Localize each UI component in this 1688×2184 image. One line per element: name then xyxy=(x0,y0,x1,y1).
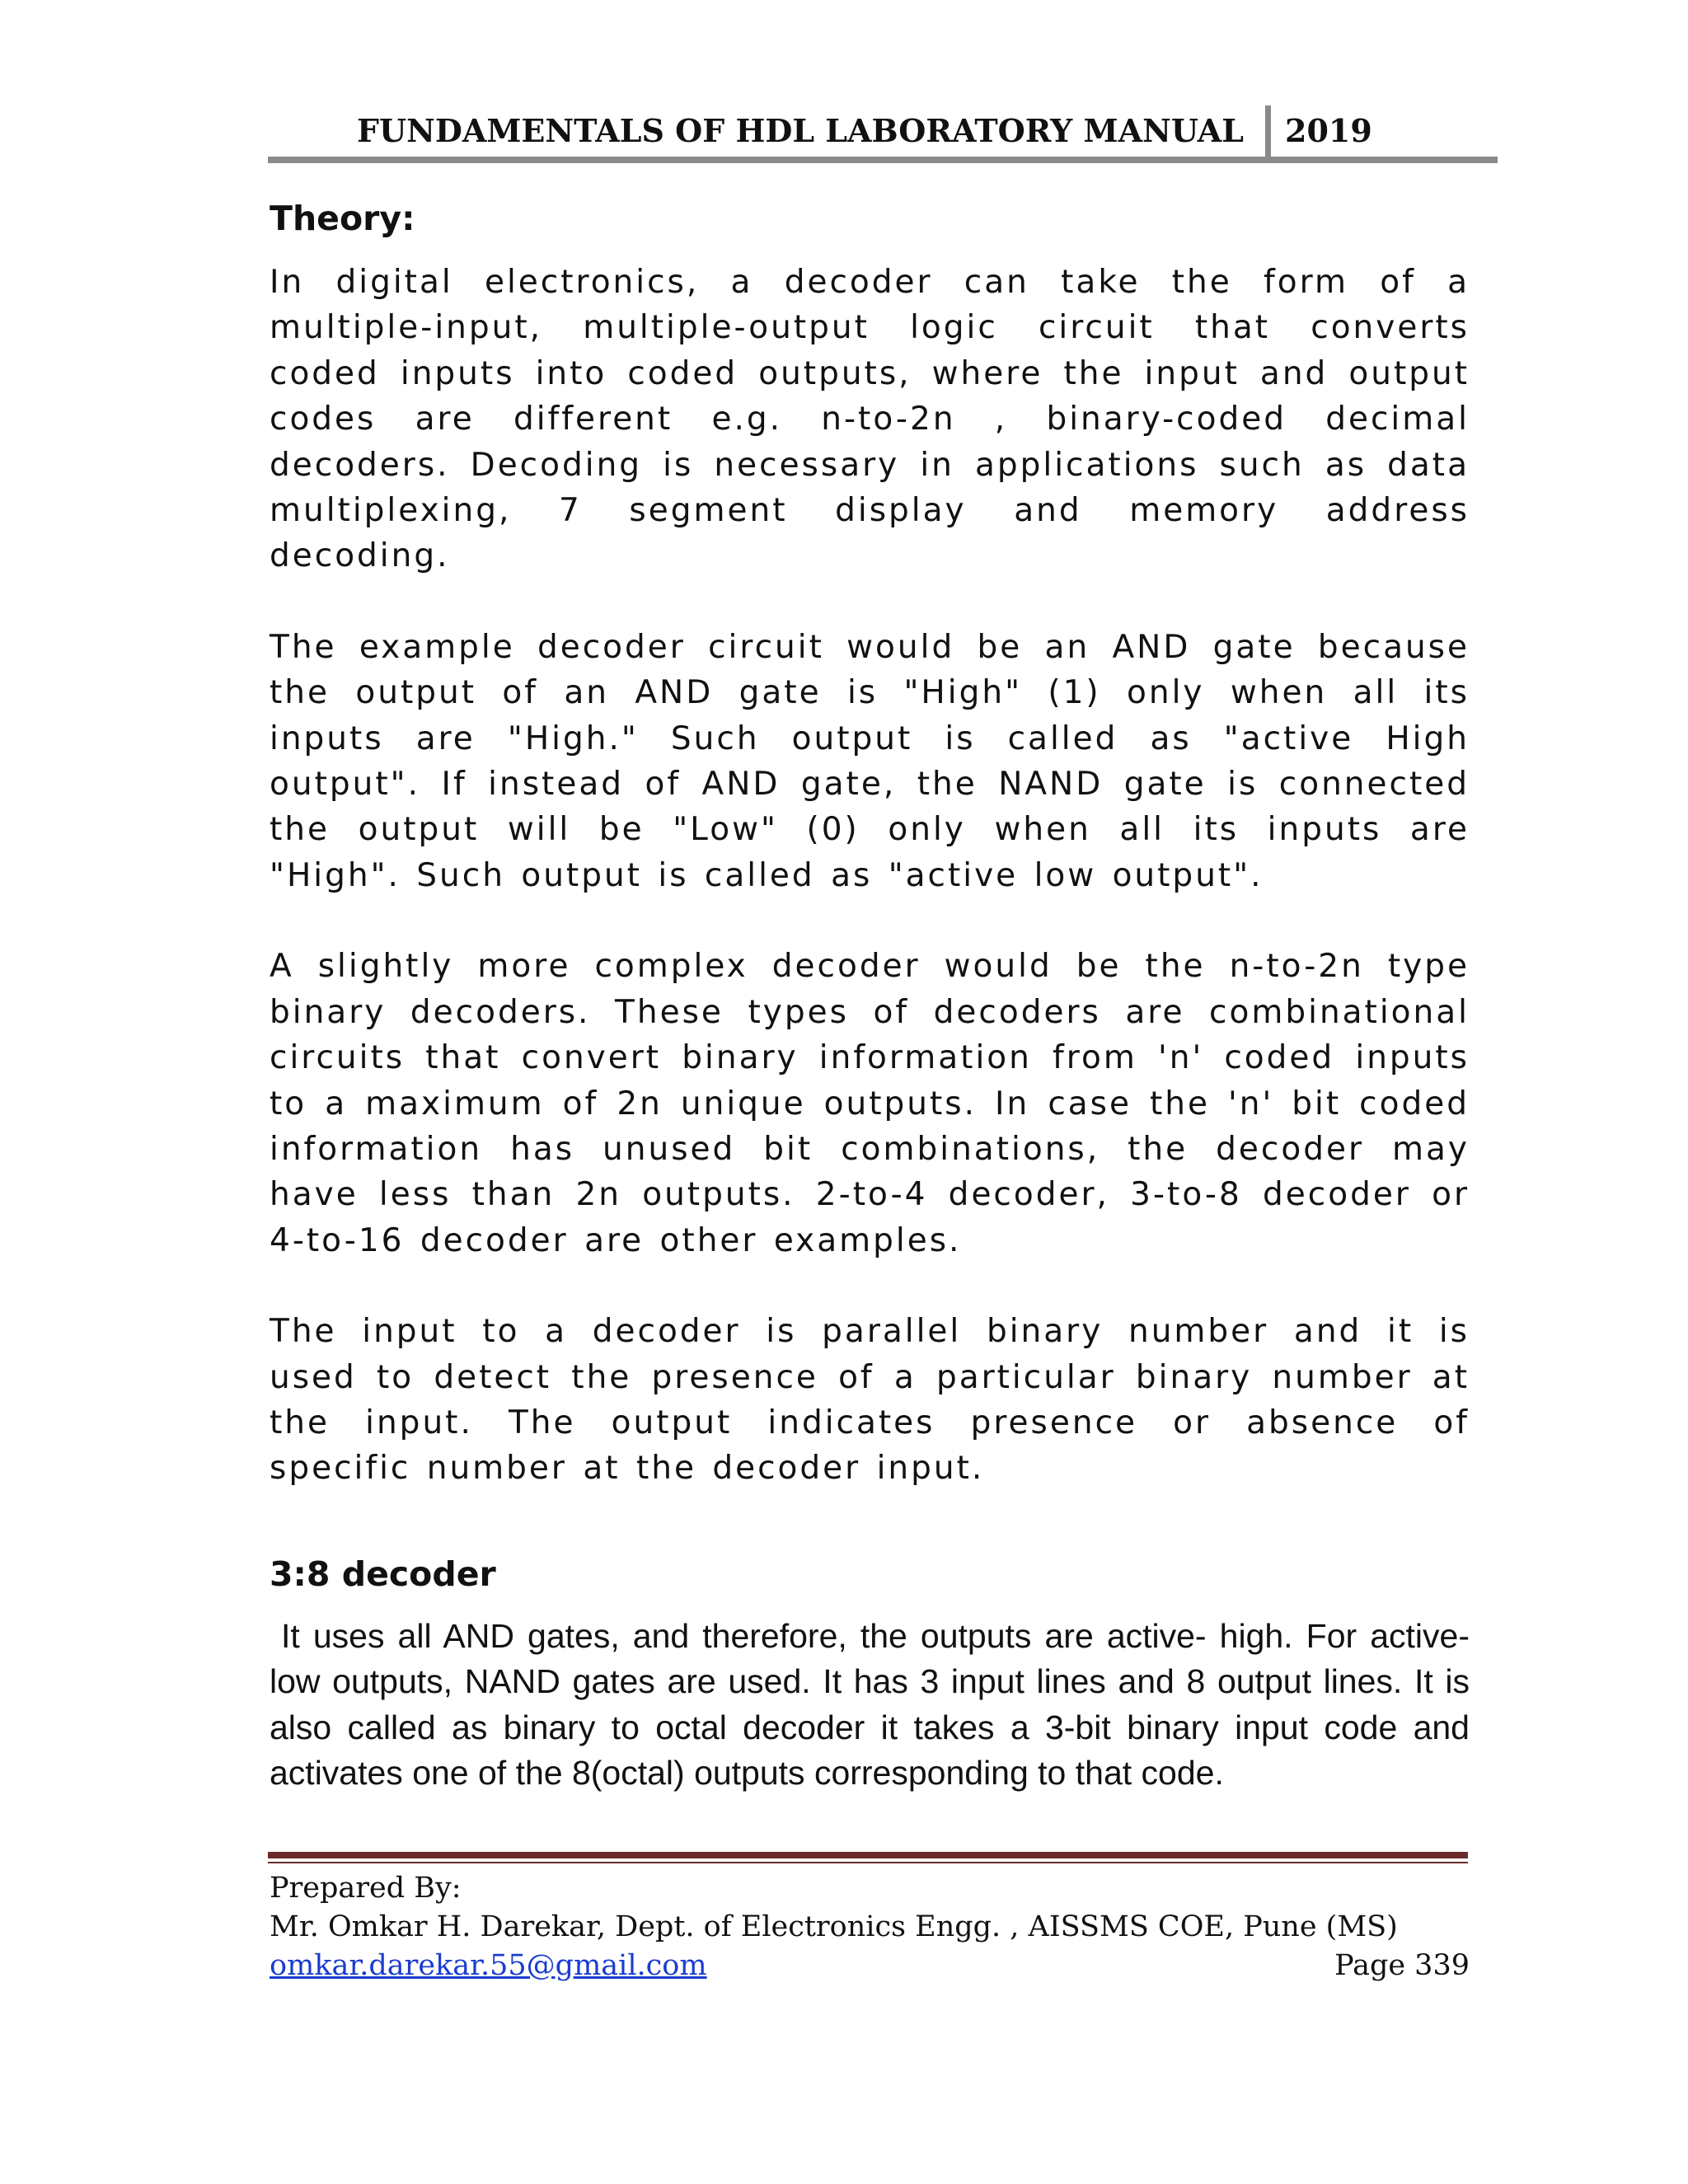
theory-heading: Theory: xyxy=(270,199,415,238)
page-footer xyxy=(270,1869,1470,1985)
page-number: Page 339 xyxy=(1334,1949,1470,1982)
page-header xyxy=(270,105,1498,163)
theory-paragraph-1: In digital electronics, a decoder can take the form of a multiple-input, multiple-output logic circuit that converts coded inputs into coded outputs, where the input and output codes are different e.g. n-to-2n , binary-coded decimal decoders. Decoding is necessary in applications such as data multiplexing, 7 segment display and memory address decoding. xyxy=(270,264,1470,575)
theory-paragraph-3: A slightly more complex decoder would be the n-to-2n type binary decoders. These types of decoders are combinational circuits that convert binary information from 'n' coded inputs to a maximum of 2n unique outputs. In case the 'n' bit coded information has unused bit combinations, the decoder may have less than 2n outputs. 2-to-4 decoder, 3-to-8 decoder or 4-to-16 decoder are other examples. xyxy=(270,948,1470,1259)
author-line: Mr. Omkar H. Darekar, Dept. of Electronics Engg. , AISSMS COE, Pune (MS) xyxy=(270,1910,1398,1943)
page-content xyxy=(270,194,1470,1796)
theory-paragraph-2: The example decoder circuit would be an AND gate because the output of an AND gate is "High" (1) only when all its inputs are "High." Such output is called as "active High output". If instead of AND gate, the NAND gate is connected the output will be "Low" (0) only when all its inputs are "High". Such output is called as "active low output". xyxy=(270,628,1470,894)
manual-year: 2019 xyxy=(1285,112,1372,149)
header-rule xyxy=(268,157,1498,163)
author-email-link[interactable]: omkar.darekar.55@gmail.com xyxy=(270,1949,707,1982)
prepared-by-label: Prepared By: xyxy=(270,1872,462,1905)
footer-rule-thin xyxy=(268,1862,1468,1863)
footer-rule xyxy=(268,1852,1468,1858)
manual-title: FUNDAMENTALS OF HDL LABORATORY MANUAL xyxy=(357,112,1244,149)
decoder-paragraph: It uses all AND gates, and therefore, the outputs are active- high. For active- low outputs, NAND gates are used. It has 3 input lines and 8 output lines. It is also called as binary to octal decoder it takes a 3-bit binary input code and activates one of the 8(octal) outputs corresponding to that code. xyxy=(270,1616,1470,1792)
decoder-heading: 3:8 decoder xyxy=(270,1554,496,1594)
theory-paragraph-4: The input to a decoder is parallel binary number and it is used to detect the presence of a particular binary number at the input. The output indicates presence or absence of specific number at the decoder input. xyxy=(270,1313,1470,1488)
header-divider xyxy=(1265,105,1271,160)
